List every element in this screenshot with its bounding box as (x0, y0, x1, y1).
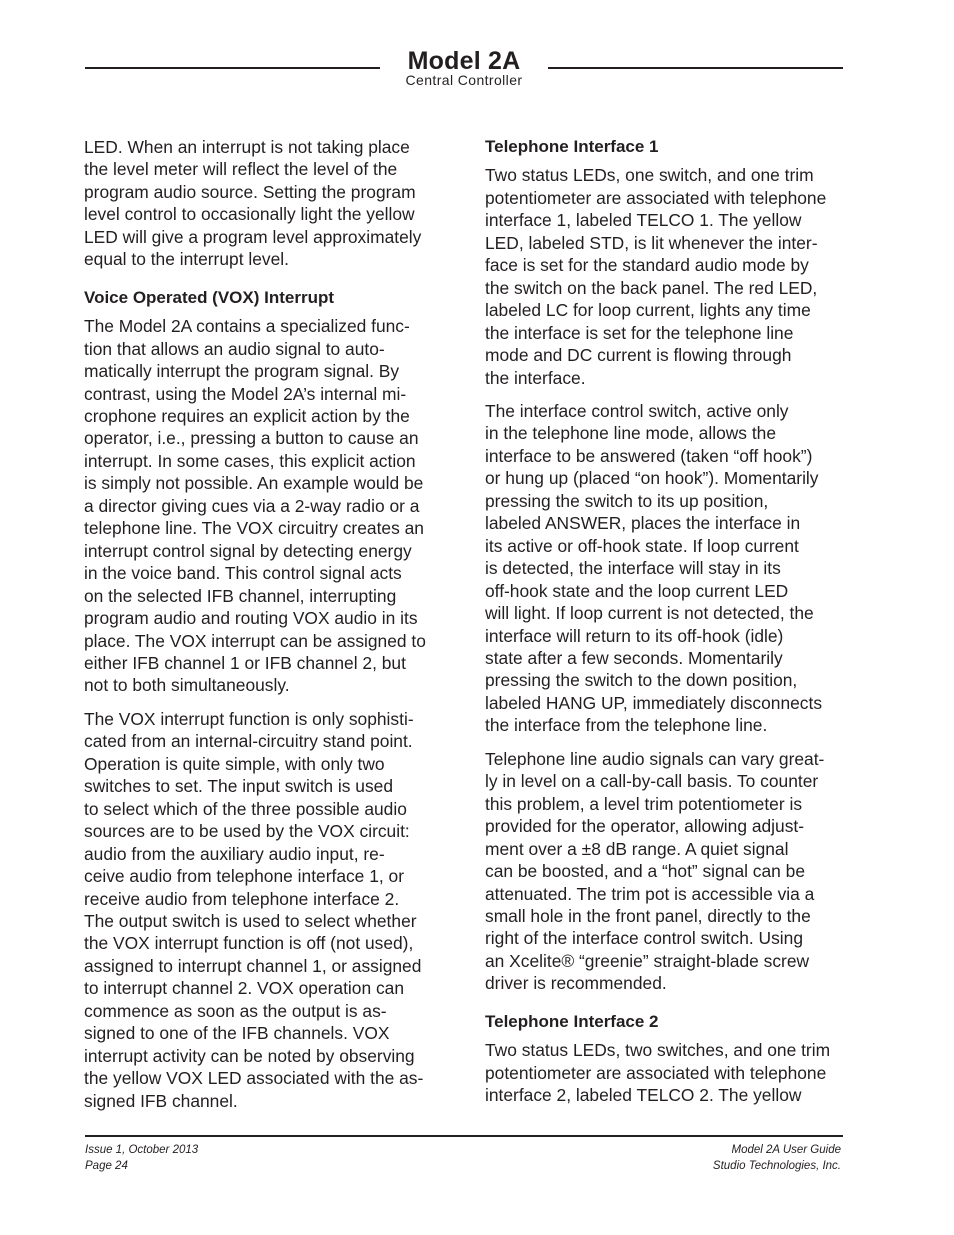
text-line: interface to be answered (taken “off hook”) (485, 445, 813, 466)
text-line: commence as soon as the output is as- (84, 1000, 387, 1021)
text-line: small hole in the front panel, directly to the (485, 905, 811, 926)
text-line: interface will return to its off-hook (idle) (485, 625, 784, 646)
text-line: cated from an internal-circuitry stand point. (84, 731, 413, 752)
text-line: signed to one of the IFB channels. VOX (84, 1023, 390, 1044)
text-line: or hung up (placed “on hook”). Momentarily (485, 468, 819, 489)
text-line: the yellow VOX LED associated with the as- (84, 1068, 424, 1089)
text-line: LED, labeled STD, is lit whenever the inter- (485, 232, 818, 253)
header-rule-right (548, 67, 843, 69)
text-line: its active or off-hook state. If loop current (485, 535, 799, 556)
footer-company: Studio Technologies, Inc. (712, 1159, 841, 1172)
text-line: equal to the interrupt level. (84, 249, 289, 270)
text-line: crophone requires an explicit action by the (84, 405, 410, 426)
footer-right (713, 1143, 841, 1174)
section-heading: Voice Operated (VOX) Interrupt (84, 287, 335, 307)
text-line: face is set for the standard audio mode by (485, 255, 809, 276)
text-line: ly in level on a call-by-call basis. To counter (485, 771, 819, 792)
text-line: audio from the auxiliary audio input, re- (84, 843, 385, 864)
text-line: mode and DC current is flowing through (485, 345, 792, 366)
text-line: receive audio from telephone interface 2. (84, 888, 400, 909)
page-title: Model 2A (407, 47, 521, 75)
text-line: The interface control switch, active only (485, 400, 789, 421)
text-line: off-hook state and the loop current LED (485, 580, 789, 601)
text-line: LED will give a program level approximately (84, 226, 422, 247)
text-line: The Model 2A contains a specialized func- (84, 316, 410, 337)
text-line: switches to set. The input switch is used (84, 776, 393, 797)
header-rule-left (85, 67, 380, 69)
text-line: the switch on the back panel. The red LED, (485, 277, 818, 298)
text-line: the interface from the telephone line. (485, 715, 768, 736)
text-line: Two status LEDs, one switch, and one trim (485, 165, 814, 186)
text-line: ceive audio from telephone interface 1, or (84, 866, 404, 887)
text-line: the VOX interrupt function is off (not used), (84, 933, 414, 954)
text-line: potentiometer are associated with telephone (485, 187, 827, 208)
text-line: in the voice band. This control signal acts (84, 563, 402, 584)
text-line: contrast, using the Model 2A’s internal mi- (84, 383, 407, 404)
section-heading: Telephone Interface 1 (485, 137, 659, 156)
text-line: this problem, a level trim potentiometer is (485, 793, 803, 814)
text-line: labeled LC for loop current, lights any time (485, 300, 811, 321)
text-line: to select which of the three possible audio (84, 798, 407, 819)
text-line: labeled ANSWER, places the interface in (485, 513, 801, 534)
text-line: on the selected IFB channel, interrupting (84, 585, 397, 606)
text-line: tion that allows an audio signal to auto- (84, 338, 385, 359)
text-line: matically interrupt the program signal. By (84, 361, 400, 382)
footer-page-number: Page 24 (85, 1159, 128, 1172)
text-line: is simply not possible. An example would be (84, 473, 424, 494)
paragraph (84, 136, 456, 271)
text-line: will light. If loop current is not detected, the (485, 603, 814, 624)
text-line: can be boosted, and a “hot” signal can be (485, 861, 806, 882)
text-line: The output switch is used to select whether (84, 910, 417, 931)
footer-rule (85, 1135, 843, 1137)
text-line: potentiometer are associated with telephone (485, 1062, 827, 1083)
paragraph (485, 1039, 865, 1106)
text-line: an Xcelite® “greenie” straight-blade screw (485, 950, 810, 971)
text-line: labeled HANG UP, immediately disconnects (485, 692, 823, 713)
text-line: a director giving cues via a 2-way radio or a (84, 495, 420, 516)
text-line: state after a few seconds. Momentarily (485, 647, 783, 668)
text-line: interface 1, labeled TELCO 1. The yellow (485, 210, 802, 231)
footer-left (85, 1143, 198, 1174)
text-line: the interface is set for the telephone line (485, 322, 794, 343)
text-line: operator, i.e., pressing a button to cause an (84, 428, 419, 449)
text-line: ment over a ±8 dB range. A quiet signal (485, 838, 789, 859)
footer-issue: Issue 1, October 2013 (85, 1144, 199, 1156)
text-line: Two status LEDs, two switches, and one trim (485, 1040, 831, 1061)
text-line: not to both simultaneously. (84, 675, 290, 696)
text-line: in the telephone line mode, allows the (485, 423, 777, 444)
text-line: place. The VOX interrupt can be assigned to (84, 630, 426, 651)
text-line: the level meter will reflect the level of the (84, 159, 398, 180)
text-line: telephone line. The VOX circuitry creates an (84, 518, 424, 539)
text-line: LED. When an interrupt is not taking place (84, 137, 410, 157)
text-line: Telephone line audio signals can vary great- (485, 748, 825, 769)
paragraph (84, 315, 456, 697)
paragraph (485, 748, 865, 995)
section-heading: Telephone Interface 2 (485, 1011, 659, 1031)
text-line: right of the interface control switch. Using (485, 928, 804, 949)
text-line: pressing the switch to the down position, (485, 670, 798, 691)
text-line: signed IFB channel. (84, 1090, 238, 1111)
text-line: interrupt activity can be noted by observing (84, 1045, 415, 1066)
text-line: interrupt. In some cases, this explicit action (84, 450, 416, 471)
text-line: program audio and routing VOX audio in its (84, 608, 418, 629)
text-line: either IFB channel 1 or IFB channel 2, but (84, 652, 406, 673)
page-subtitle: Central Controller (405, 72, 523, 88)
text-line: to interrupt channel 2. VOX operation can (84, 978, 404, 999)
paragraph (84, 708, 456, 1112)
text-line: is detected, the interface will stay in its (485, 558, 781, 579)
paragraph (485, 164, 865, 389)
text-line: interrupt control signal by detecting energy (84, 540, 412, 561)
text-line: attenuated. The trim pot is accessible via a (485, 883, 815, 904)
text-line: driver is recommended. (485, 973, 667, 994)
text-line: program audio source. Setting the program (84, 181, 416, 202)
left-column (84, 136, 456, 1112)
text-line: The VOX interrupt function is only sophisti- (84, 708, 414, 729)
text-line: Operation is quite simple, with only two (84, 753, 385, 774)
paragraph (485, 400, 865, 737)
text-line: pressing the switch to its up position, (485, 490, 769, 511)
text-line: interface 2, labeled TELCO 2. The yellow (485, 1085, 802, 1106)
text-line: provided for the operator, allowing adjust- (485, 816, 805, 837)
right-column (485, 136, 865, 1107)
footer-guide-title: Model 2A User Guide (731, 1144, 841, 1156)
text-line: sources are to be used by the VOX circuit: (84, 821, 410, 842)
text-line: level control to occasionally light the yellow (84, 204, 415, 225)
text-line: assigned to interrupt channel 1, or assigned (84, 955, 422, 976)
text-line: the interface. (485, 367, 586, 388)
